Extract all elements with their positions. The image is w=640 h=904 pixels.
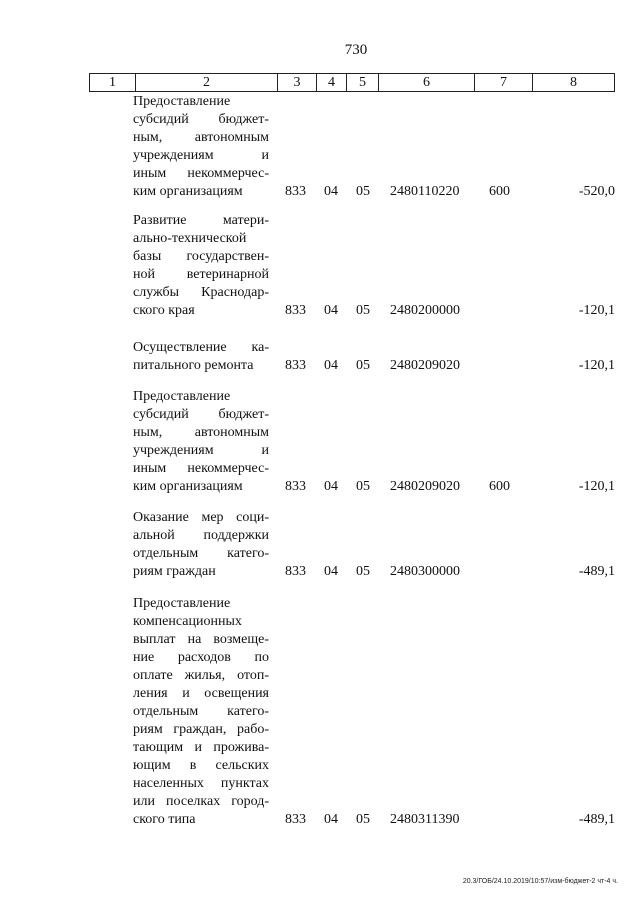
description-line: ского типа — [133, 812, 196, 827]
cell-c3: 833 — [285, 812, 306, 827]
cell-c8: -489,1 — [578, 812, 615, 827]
row-description — [133, 595, 269, 829]
cell-c6: 2480209020 — [390, 358, 460, 373]
description-line: Предоставление — [133, 389, 231, 404]
description-line: Оказание мер соци- — [133, 510, 269, 525]
description-line: тающим и прожива- — [133, 740, 269, 755]
description-line: риям граждан, рабо- — [133, 722, 269, 737]
cell-c3: 833 — [285, 358, 306, 373]
description-line: риям граждан — [133, 564, 216, 579]
description-line: ным, автономным — [133, 130, 269, 145]
description-line: или поселках город- — [133, 794, 269, 809]
header-col-7: 7 — [474, 74, 532, 91]
description-line: учреждениям и — [133, 148, 269, 163]
cell-c4: 04 — [324, 184, 338, 199]
description-line: альной поддержки — [133, 528, 269, 543]
description-line: ние расходов по — [133, 650, 269, 665]
description-line: компенсационных — [133, 614, 242, 629]
description-line: ким организациям — [133, 479, 243, 494]
cell-c7: 600 — [489, 184, 510, 199]
description-line: отдельным катего- — [133, 704, 269, 719]
cell-c5: 05 — [356, 812, 370, 827]
cell-c8: -489,1 — [578, 564, 615, 579]
description-line: ным, автономным — [133, 425, 269, 440]
row-description — [133, 388, 269, 496]
description-line: иным некоммерчес- — [133, 166, 269, 181]
header-col-6: 6 — [378, 74, 474, 91]
table-header — [89, 73, 615, 92]
description-line: ского края — [133, 303, 195, 318]
cell-c8: -520,0 — [578, 184, 615, 199]
cell-c4: 04 — [324, 812, 338, 827]
cell-c4: 04 — [324, 479, 338, 494]
description-line: службы Краснодар- — [133, 285, 269, 300]
row-description — [133, 509, 269, 581]
description-line: субсидий бюджет- — [133, 112, 269, 127]
description-line: отдельным катего- — [133, 546, 269, 561]
description-line: оплате жилья, отоп- — [133, 668, 269, 683]
cell-c3: 833 — [285, 184, 306, 199]
description-line: базы государствен- — [133, 249, 269, 264]
cell-c5: 05 — [356, 303, 370, 318]
row-description — [133, 93, 269, 201]
description-line: ким организациям — [133, 184, 243, 199]
cell-c5: 05 — [356, 184, 370, 199]
row-description — [133, 212, 269, 320]
description-line: иным некоммерчес- — [133, 461, 269, 476]
description-line: населенных пунктах — [133, 776, 269, 791]
cell-c3: 833 — [285, 564, 306, 579]
row-description — [133, 339, 269, 375]
description-line: Развитие матери- — [133, 213, 269, 228]
cell-c6: 2480209020 — [390, 479, 460, 494]
description-line: субсидий бюджет- — [133, 407, 269, 422]
description-line: питального ремонта — [133, 358, 254, 373]
cell-c5: 05 — [356, 564, 370, 579]
cell-c8: -120,1 — [578, 303, 615, 318]
description-line: ально-технической — [133, 231, 247, 246]
cell-c4: 04 — [324, 303, 338, 318]
cell-c6: 2480110220 — [390, 184, 460, 199]
header-col-5: 5 — [346, 74, 378, 91]
cell-c6: 2480311390 — [390, 812, 460, 827]
description-line: ющим в сельских — [133, 758, 269, 773]
header-col-3: 3 — [277, 74, 316, 91]
cell-c6: 2480200000 — [390, 303, 460, 318]
cell-c7: 600 — [489, 479, 510, 494]
description-line: Осуществление ка- — [133, 340, 269, 355]
cell-c6: 2480300000 — [390, 564, 460, 579]
header-col-1: 1 — [89, 74, 135, 91]
description-line: Предоставление — [133, 94, 231, 109]
page-number: 730 — [344, 42, 368, 58]
header-col-2: 2 — [135, 74, 277, 91]
description-line: выплат на возмеще- — [133, 632, 269, 647]
description-line: ной ветеринарной — [133, 267, 269, 282]
cell-c3: 833 — [285, 303, 306, 318]
description-line: учреждениям и — [133, 443, 269, 458]
description-line: ления и освещения — [133, 686, 269, 701]
cell-c4: 04 — [324, 358, 338, 373]
cell-c5: 05 — [356, 358, 370, 373]
cell-c5: 05 — [356, 479, 370, 494]
cell-c3: 833 — [285, 479, 306, 494]
header-col-4: 4 — [316, 74, 346, 91]
cell-c4: 04 — [324, 564, 338, 579]
footer-stamp: 20.3/ГОБ/24.10.2019/10:57/изм-бюджет-2 чт-4 ч. — [462, 878, 618, 885]
cell-c8: -120,1 — [578, 479, 615, 494]
cell-c8: -120,1 — [578, 358, 615, 373]
header-col-8: 8 — [532, 74, 615, 91]
description-line: Предоставление — [133, 596, 231, 611]
